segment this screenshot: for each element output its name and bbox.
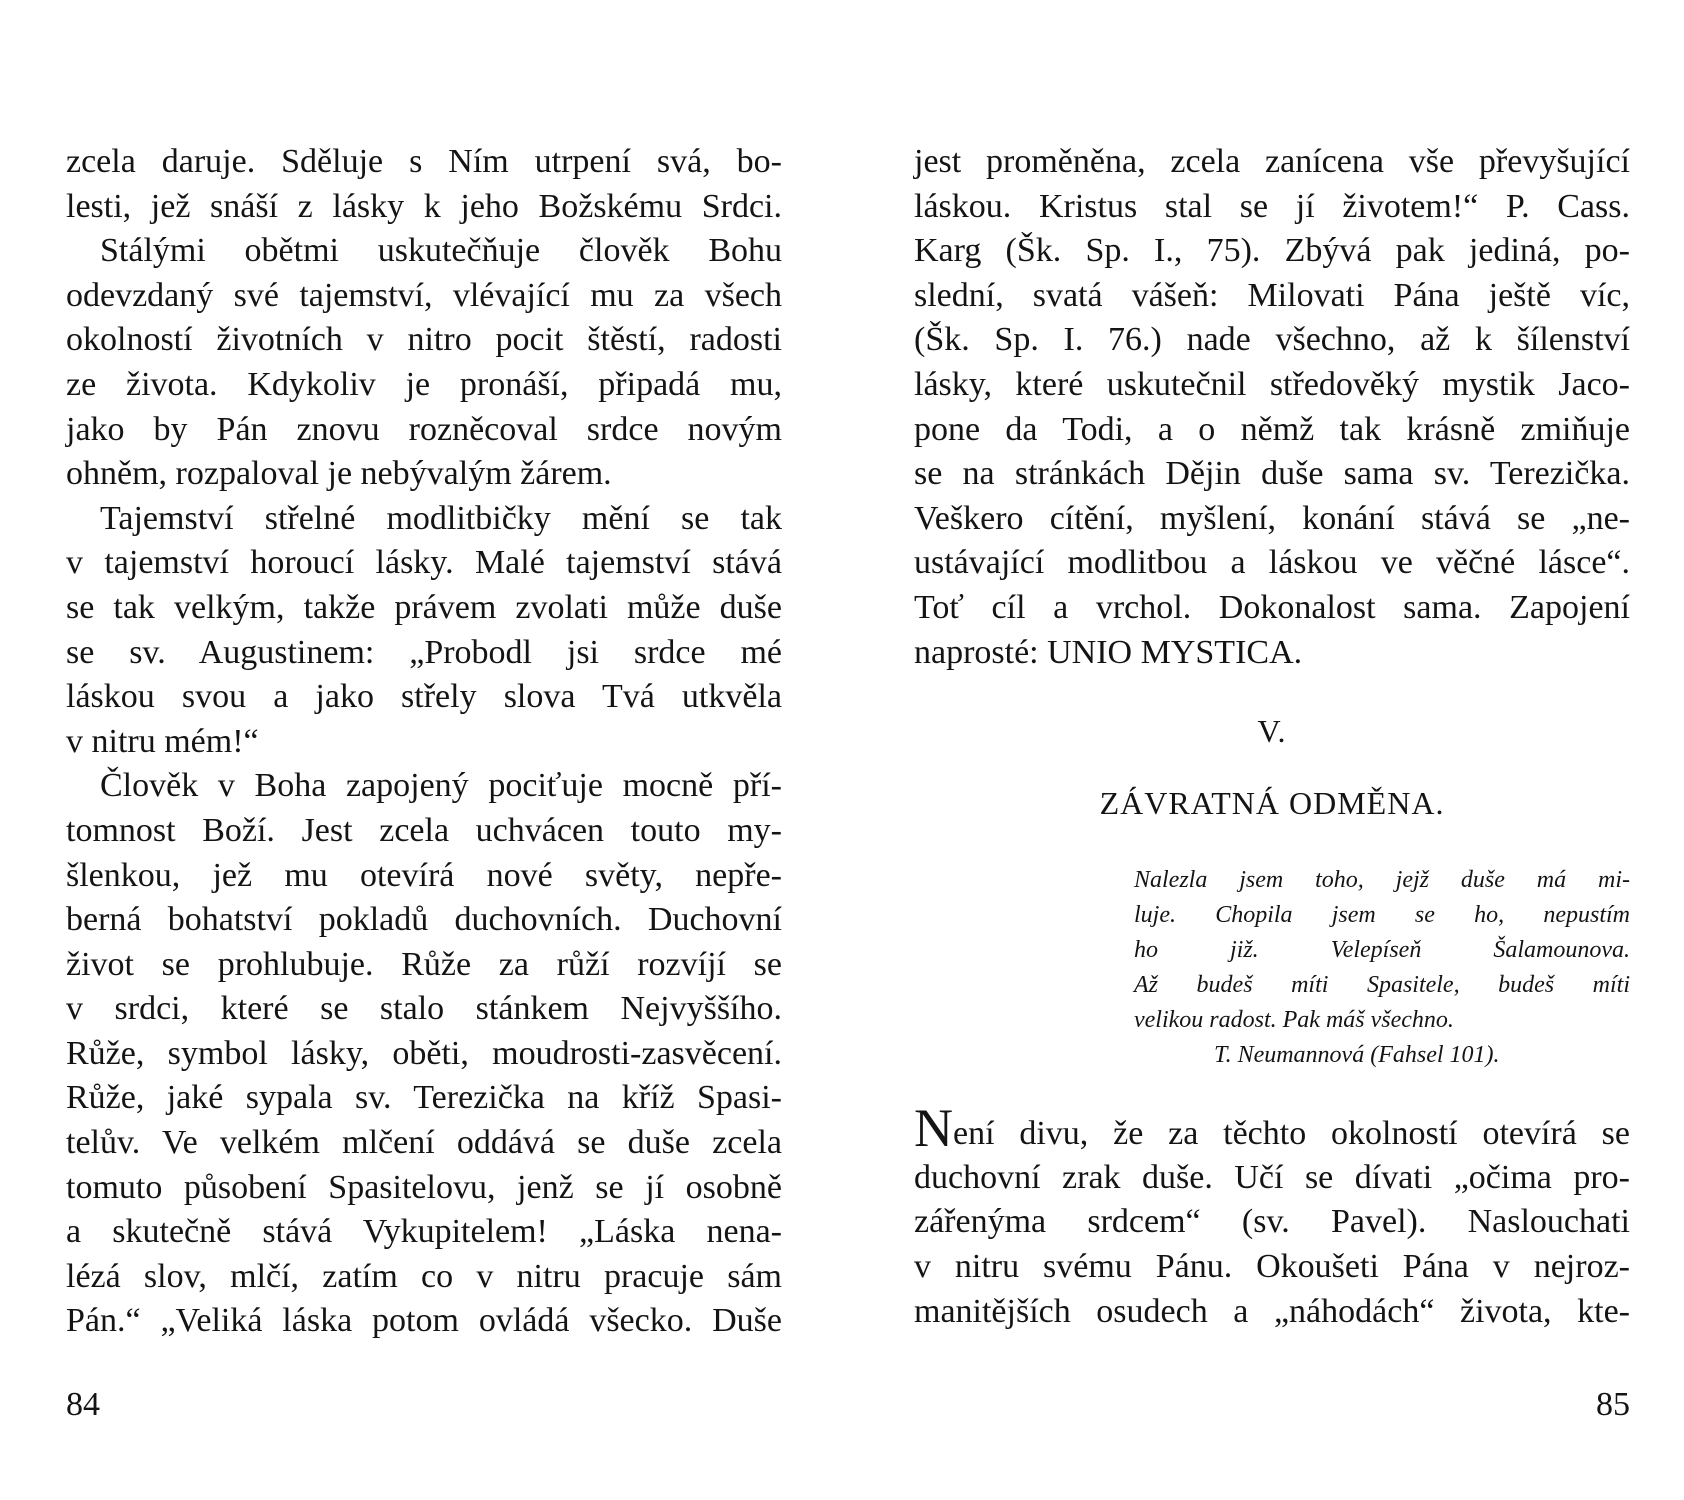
epigraph-line: Nalezla jsem toho, jejž duše má mi- <box>1134 867 1630 894</box>
left-text-column <box>66 140 782 1344</box>
chapter-body <box>914 1098 1630 1334</box>
right-page <box>842 0 1684 1500</box>
chapter-title: ZÁVRATNÁ ODMĚNA. <box>1099 785 1445 822</box>
paragraph-end-line: ohněm, rozpaloval je nebývalým žárem. <box>66 455 612 493</box>
paragraph-start-line: Člověk v Boha zapojený pociťuje mocně pří- <box>100 767 782 805</box>
text-line: se na stránkách Dějin duše sama sv. Terezička. <box>914 455 1630 493</box>
text-line: Růže, jaké sypala sv. Terezička na kříž Spasi- <box>66 1079 782 1117</box>
epigraph-line: Až budeš míti Spasitele, budeš míti <box>1134 972 1630 999</box>
text-line: v nitru svému Pánu. Okoušeti Pána v nejroz- <box>914 1247 1630 1285</box>
paragraph-start-line: Stálými obětmi uskutečňuje člověk Bohu <box>100 232 782 270</box>
text-line: Růže, symbol lásky, oběti, moudrosti-zasvěcení. <box>66 1034 782 1072</box>
text-line: Toť cíl a vrchol. Dokonalost sama. Zapojení <box>914 588 1630 626</box>
text-line: zcela daruje. Sděluje s Ním utrpení svá, bo- <box>66 143 782 180</box>
text-line: láskou. Kristus stal se jí životem!“ P. Cass. <box>914 187 1630 225</box>
text-line: okolností životních v nitro pocit štěstí, radosti <box>66 321 782 359</box>
text-line: telův. Ve velkém mlčení oddává se duše zcela <box>66 1124 782 1162</box>
text-line: Pán.“ „Veliká láska potom ovládá všecko. Duše <box>66 1302 782 1340</box>
text-line: Veškero cítění, myšlení, konání stává se „ne- <box>914 499 1630 537</box>
text-line: a skutečně stává Vykupitelem! „Láska nena- <box>66 1213 782 1251</box>
paragraph-end-line: naprosté: UNIO MYSTICA. <box>914 633 1303 671</box>
text-line: lézá slov, mlčí, zatím co v nitru pracuje sám <box>66 1257 782 1295</box>
chapter-number: V. <box>1257 713 1287 750</box>
epigraph-line: ho již. Velepíseň Šalamounova. <box>1134 937 1630 964</box>
text-line: Karg (Šk. Sp. I., 75). Zbývá pak jediná, po- <box>914 232 1630 270</box>
text-line: (Šk. Sp. I. 76.) nade všechno, až k šílenství <box>914 321 1630 359</box>
text-line: jako by Pán znovu rozněcoval srdce novým <box>66 410 782 448</box>
text-line: v tajemství horoucí lásky. Malé tajemství stává <box>66 544 782 582</box>
epigraph-line: luje. Chopila jsem se ho, nepustím <box>1134 902 1630 929</box>
text-line: v srdci, které se stalo stánkem Nejvyššího. <box>66 990 782 1028</box>
text-line: tomnost Boží. Jest zcela uchvácen touto my- <box>66 811 782 849</box>
text-line: odevzdaný své tajemství, vlévající mu za všech <box>66 276 782 314</box>
paragraph-start-line: Tajemství střelné modlitbičky mění se tak <box>100 499 782 537</box>
text-line: se sv. Augustinem: „Probodl jsi srdce mé <box>66 633 782 671</box>
text-line: jest proměněna, zcela zanícena vše převyšující <box>914 143 1630 180</box>
text-line-rest: ení divu, že za těchto okolností otevírá se <box>953 1115 1630 1153</box>
text-line: život se prohlubuje. Růže za růží rozvíjí se <box>66 945 782 983</box>
page-number: 84 <box>66 1386 100 1423</box>
text-line: slední, svatá vášeň: Milovati Pána ještě víc, <box>914 276 1630 314</box>
text-line-with-dropcap <box>914 1098 1630 1159</box>
text-line: láskou svou a jako střely slova Tvá utkvěla <box>66 678 782 716</box>
text-line: duchovní zrak duše. Učí se dívati „očima pro- <box>914 1158 1630 1196</box>
page-number: 85 <box>1596 1386 1630 1423</box>
epigraph <box>1134 863 1630 1073</box>
paragraph-end-line: v nitru mém!“ <box>66 722 259 760</box>
text-line: lásky, které uskutečnil středověký mystik Jaco- <box>914 365 1630 403</box>
text-line: zářenýma srdcem“ (sv. Pavel). Naslouchati <box>914 1203 1630 1241</box>
epigraph-source: T. Neumannová (Fahsel 101). <box>1214 1042 1500 1069</box>
text-line: ustávající modlitbou a láskou ve věčné lásce“. <box>914 544 1630 582</box>
text-line: se tak velkým, takže právem zvolati může duše <box>66 588 782 626</box>
drop-cap: N <box>914 1098 953 1159</box>
text-line: berná bohatství pokladů duchovních. Duchovní <box>66 901 782 939</box>
text-line: lesti, jež snáší z lásky k jeho Božskému Srdci. <box>66 187 782 225</box>
epigraph-line: velikou radost. Pak máš všechno. <box>1134 1007 1454 1034</box>
text-line: manitějších osudech a „náhodách“ života, kte- <box>914 1292 1630 1330</box>
text-line: ze života. Kdykoliv je pronáší, připadá mu, <box>66 365 782 403</box>
text-line: šlenkou, jež mu otevírá nové světy, nepře- <box>66 856 782 894</box>
text-line: pone da Todi, a o němž tak krásně zmiňuje <box>914 410 1630 448</box>
text-line: tomuto působení Spasitelovu, jenž se jí osobně <box>66 1168 782 1206</box>
right-text-column <box>914 140 1630 1334</box>
